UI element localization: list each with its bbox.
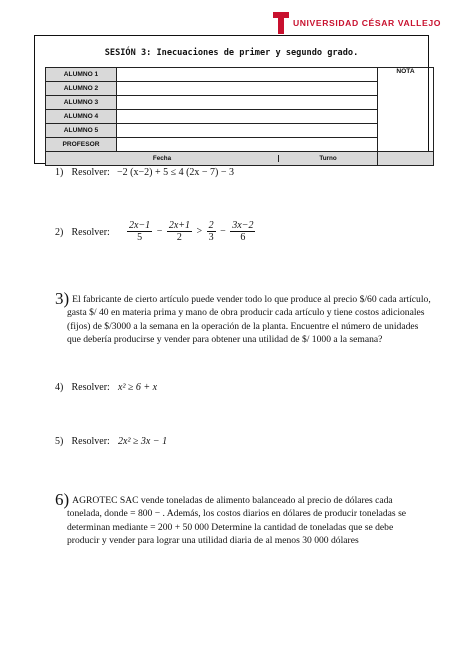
- problem-5: [55, 436, 110, 447]
- turno-extra: [378, 152, 434, 166]
- problem-number: 3): [55, 289, 70, 308]
- problem-4-expression: x² ≥ 6 + x: [118, 382, 158, 393]
- fraction: $\frac{2x-1}{5}$: [129, 220, 151, 243]
- problem-verb: Resolver:: [71, 227, 110, 238]
- fraction: $\frac{2}{3}$: [208, 220, 214, 243]
- problem-1: [55, 167, 110, 178]
- nota-box[interactable]: NOTA: [378, 68, 434, 152]
- problem-number: 1): [55, 167, 64, 178]
- problem-verb: Resolver:: [71, 436, 110, 447]
- problem-4: [55, 382, 110, 393]
- problem-text-line: producir y vender para lograr una utilidad diaria de al menos 30 000 dólares: [67, 535, 359, 547]
- problem-number: 6): [55, 490, 70, 509]
- problem-6: [55, 490, 415, 548]
- problem-2-expression: $\frac{2x-1}{5}$ − $\frac{2x+1}{2}$ > $\frac{2}{3}$ − $\frac{3x-2}{6}$: [129, 220, 254, 243]
- professor-field[interactable]: [117, 138, 378, 152]
- student-field[interactable]: [117, 68, 378, 82]
- row-label: ALUMNO 2: [46, 82, 117, 96]
- row-label: PROFESOR: [46, 138, 117, 152]
- fraction: $\frac{3x-2}{6}$: [232, 220, 254, 243]
- problem-verb: Resolver:: [71, 382, 110, 393]
- problem-verb: Resolver:: [71, 167, 110, 178]
- problem-text-line: El fabricante de cierto artículo puede vender todo lo que produce al precio $/60 cada artículo,: [72, 294, 431, 305]
- fraction: $\frac{2x+1}{2}$: [168, 220, 191, 243]
- problem-text-line: AGROTEC SAC vende toneladas de alimento balanceado al precio de dólares cada: [72, 495, 393, 506]
- problem-text-line: gasta $/ 40 en materia prima y mano de obra producir cada artículo y tiene costos adicionales: [67, 307, 425, 319]
- problem-number: 5): [55, 436, 64, 447]
- problem-2: [55, 227, 110, 238]
- problem-1-expression: −2 (x−2) + 5 ≤ 4 (2x − 7) − 3: [117, 167, 235, 178]
- fecha-turno-row: [46, 152, 378, 166]
- problem-text-line: que debería producirse y vender para obtener una utilidad de $/ 1000 a la semana?: [67, 334, 383, 346]
- problem-number: 2): [55, 227, 64, 238]
- student-field[interactable]: [117, 96, 378, 110]
- turno-label: Turno: [319, 155, 337, 162]
- row-label: ALUMNO 3: [46, 96, 117, 110]
- problem-5-expression: 2x² ≥ 3x − 1: [118, 436, 168, 447]
- problem-text-line: (fijos) de $/3000 a la semana en la operación de la planta. Encuentre el número de unidades: [67, 320, 419, 332]
- session-title: SESIÓN 3: Inecuaciones de primer y segundo grado.: [104, 48, 359, 58]
- student-table: [45, 67, 434, 166]
- student-field[interactable]: [117, 124, 378, 138]
- problem-number: 4): [55, 382, 64, 393]
- problem-text-line: determinan mediante = 200 + 50 000 Determine la cantidad de toneladas que se debe: [67, 521, 394, 533]
- row-label: ALUMNO 1: [46, 68, 117, 82]
- problem-3: [55, 289, 431, 347]
- fecha-label: Fecha: [46, 155, 279, 162]
- ucv-logo-icon: [273, 12, 289, 34]
- problem-text-line: tonelada, donde = 800 − . Además, los costos diarios en dólares de producir toneladas se: [67, 508, 407, 520]
- student-field[interactable]: [117, 110, 378, 124]
- row-label: ALUMNO 5: [46, 124, 117, 138]
- student-field[interactable]: [117, 82, 378, 96]
- logo-text: UNIVERSIDAD CÉSAR VALLEJO: [292, 18, 441, 28]
- university-logo: [273, 12, 441, 34]
- row-label: ALUMNO 4: [46, 110, 117, 124]
